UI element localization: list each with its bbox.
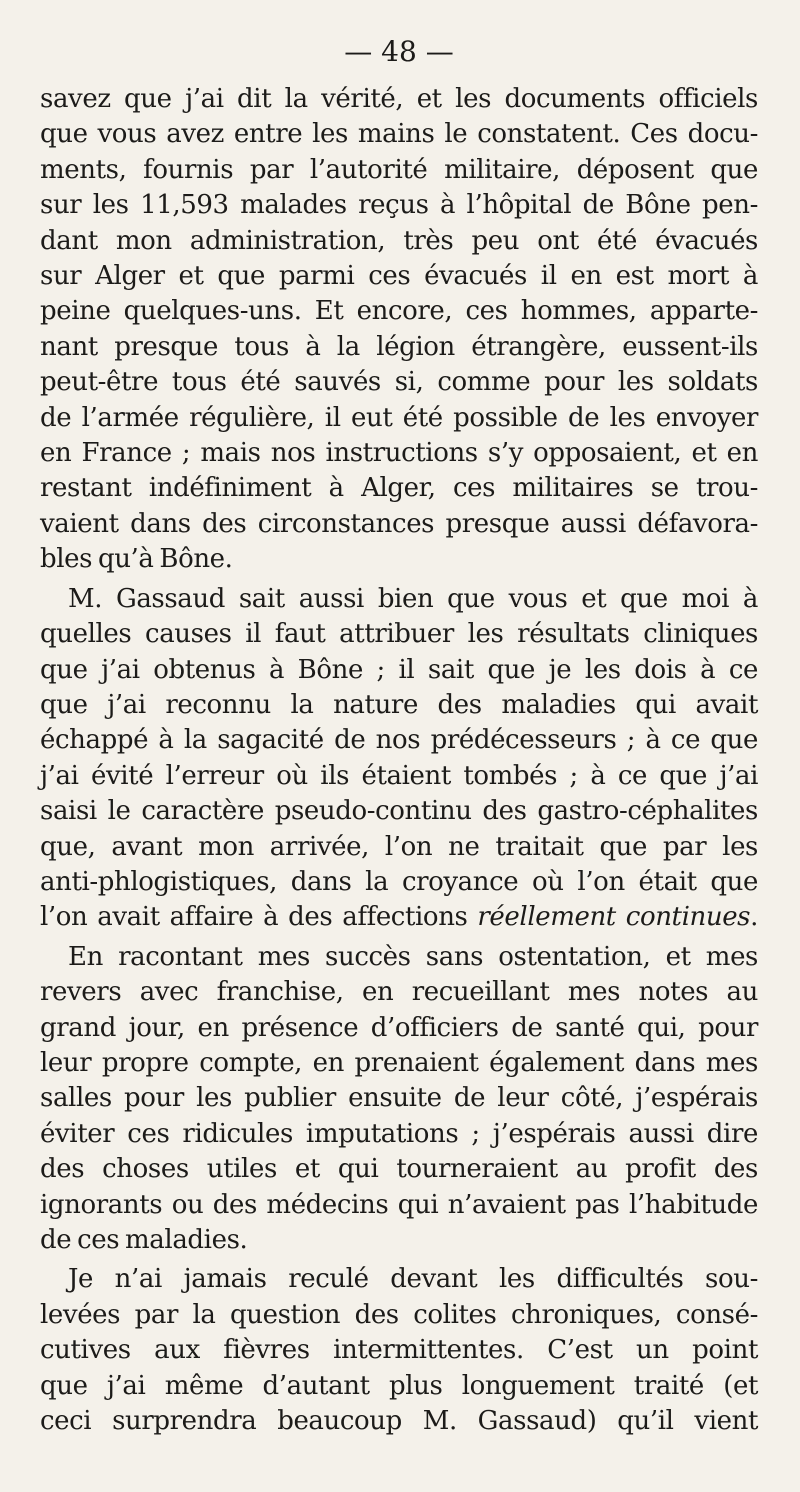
paragraph-1 xyxy=(40,82,758,578)
italic-emphasis: réellement continues xyxy=(477,902,751,933)
text-line-end: . xyxy=(750,902,758,933)
paragraph-2 xyxy=(40,582,758,936)
paragraph-3 xyxy=(40,940,758,1259)
text-line: restant indéfiniment à Alger, ces militaires se trou- xyxy=(40,473,758,504)
text-line-start: l’on avait affaire à des affections xyxy=(40,902,478,933)
text-line: cutives aux fièvres intermittentes. C’est un point xyxy=(40,1335,758,1366)
page-number: — 48 — xyxy=(344,35,454,68)
text-line: savez que j’ai dit la vérité, et les documents officiels xyxy=(40,84,758,114)
text-line xyxy=(40,900,758,935)
text-line: quelles causes il faut attribuer les résultats cliniques xyxy=(40,619,758,650)
text-line: bles qu’à Bône. xyxy=(40,544,233,575)
text-line: éviter ces ridicules imputations ; j’espérais aussi dire xyxy=(40,1118,758,1149)
text-line: ments, fournis par l’autorité militaire, déposent que xyxy=(40,154,758,185)
text-line: que j’ai obtenus à Bône ; il sait que je les dois à ce xyxy=(40,654,758,685)
text-line: sur Alger et que parmi ces évacués il en est mort à xyxy=(40,261,758,292)
text-line: grand jour, en présence d’officiers de santé qui, pour xyxy=(40,1012,758,1043)
text-line: peine quelques-uns. Et encore, ces hommes, apparte- xyxy=(40,296,758,327)
text-line: de ces maladies. xyxy=(40,1225,248,1255)
text-line: Je n’ai jamais reculé devant les difficultés sou- xyxy=(68,1264,758,1295)
text-line: M. Gassaud sait aussi bien que vous et que moi à xyxy=(68,583,758,614)
text-line: salles pour les publier ensuite de leur côté, j’espérais xyxy=(40,1083,758,1114)
text-line: j’ai évité l’erreur où ils étaient tombés ; à ce que j’ai xyxy=(40,760,758,791)
text-line: échappé à la sagacité de nos prédécesseurs ; à ce que xyxy=(40,725,758,756)
text-line: saisi le caractère pseudo-continu des gastro-céphalites xyxy=(40,796,758,827)
text-line: sur les 11,593 malades reçus à l’hôpital de Bône pen- xyxy=(40,190,758,221)
text-line: de l’armée régulière, il eut été possible de les envoyer xyxy=(40,402,758,433)
text-line: peut-être tous été sauvés si, comme pour les soldats xyxy=(40,367,758,398)
text-line: vaient dans des circonstances presque aussi défavora- xyxy=(40,508,758,539)
text-line: leur propre compte, en prenaient également dans mes xyxy=(40,1047,758,1078)
text-line: que j’ai même d’autant plus longuement traité (et xyxy=(40,1370,758,1401)
text-line: anti-phlogistiques, dans la croyance où l’on était que xyxy=(40,866,758,897)
text-line: que j’ai reconnu la nature des maladies qui avait xyxy=(40,689,758,720)
text-line: dant mon administration, très peu ont été évacués xyxy=(40,225,758,256)
text-line: levées par la question des colites chroniques, consé- xyxy=(40,1299,758,1330)
text-line: en France ; mais nos instructions s’y opposaient, et en xyxy=(40,438,758,469)
text-line: En racontant mes succès sans ostentation, et mes xyxy=(68,941,758,972)
text-line: ignorants ou des médecins qui n’avaient pas l’habitude xyxy=(40,1189,758,1220)
text-line: des choses utiles et qui tourneraient au profit des xyxy=(40,1154,758,1185)
text-line: revers avec franchise, en recueillant mes notes au xyxy=(40,977,758,1008)
paragraph-4 xyxy=(40,1262,758,1439)
text-line: nant presque tous à la légion étrangère, eussent-ils xyxy=(40,331,758,362)
text-line: ceci surprendra beaucoup M. Gassaud) qu’il vient xyxy=(40,1406,758,1437)
text-line: que vous avez entre les mains le constatent. Ces docu- xyxy=(40,119,758,150)
text-line: que, avant mon arrivée, l’on ne traitait que par les xyxy=(40,831,758,862)
